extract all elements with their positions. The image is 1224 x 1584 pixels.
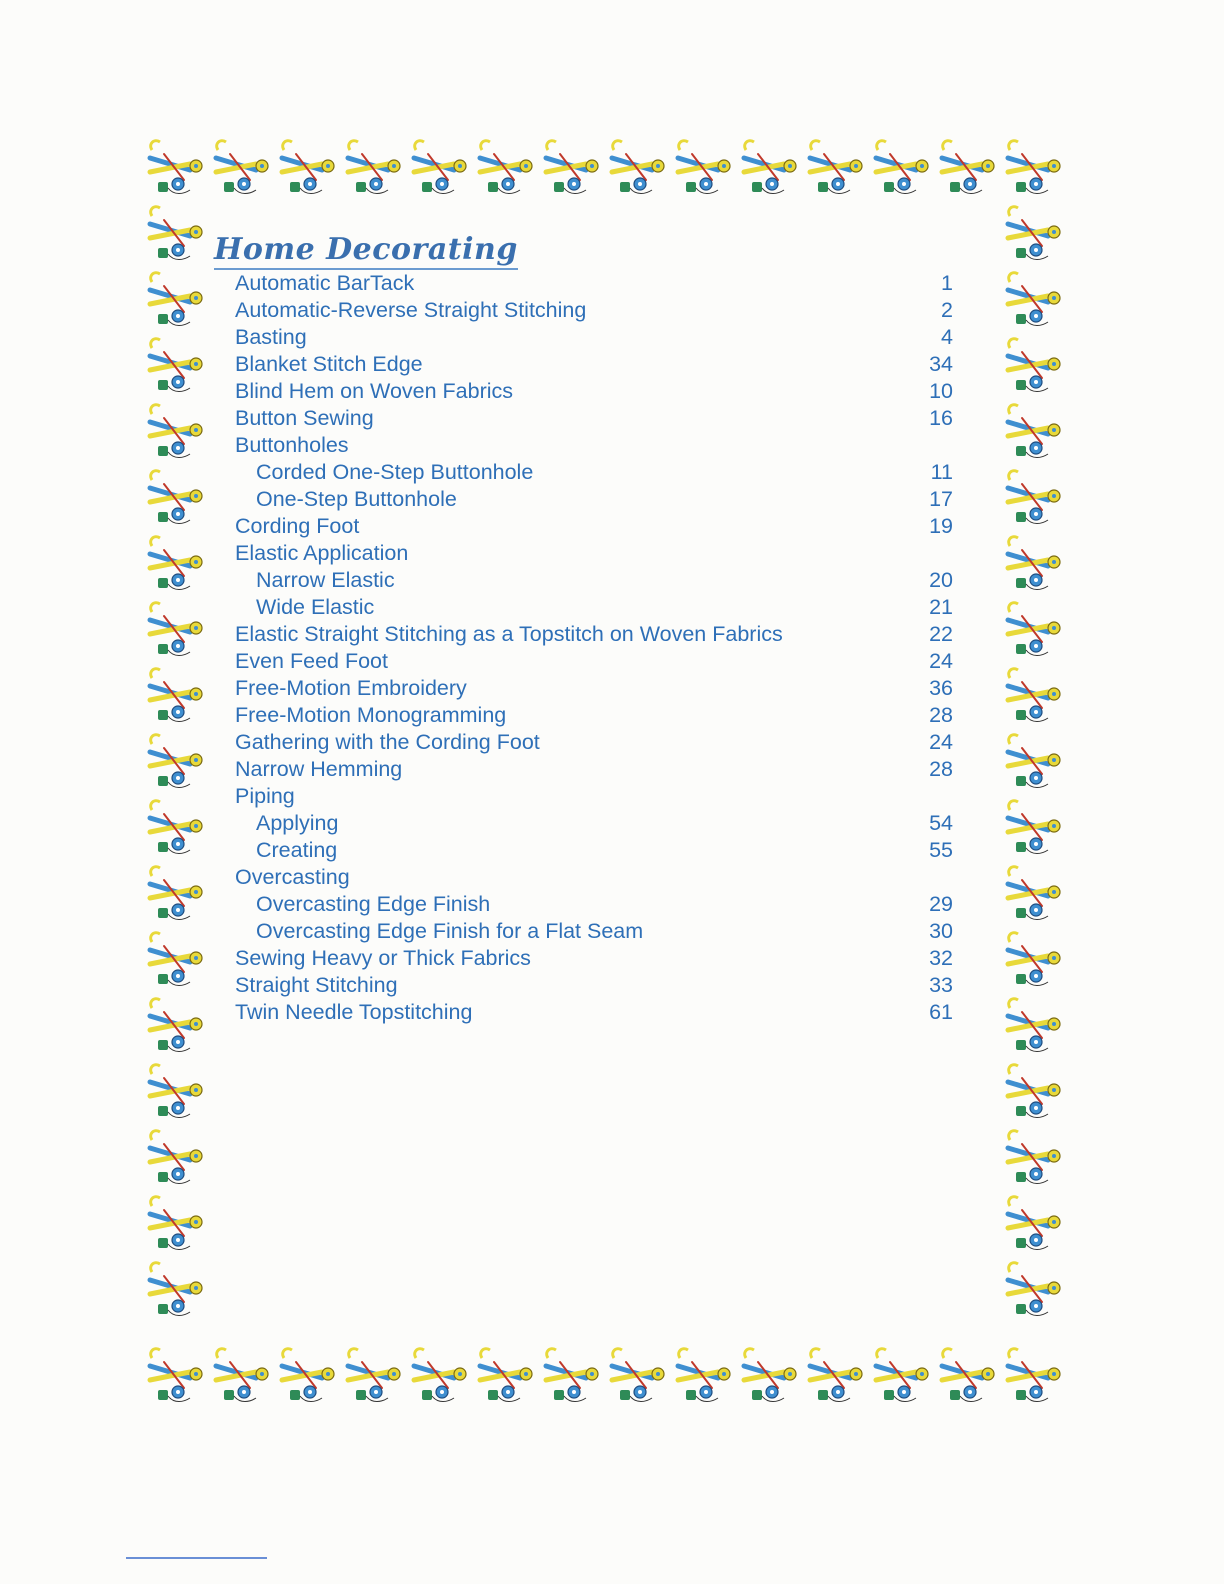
toc-page-number: 34: [929, 352, 953, 376]
toc-entry-label: Even Feed Foot: [235, 649, 388, 673]
toc-entry-label: Blind Hem on Woven Fabrics: [235, 379, 514, 403]
toc-subentry[interactable]: [235, 459, 965, 486]
toc-page-number: 21: [929, 595, 953, 619]
toc-entry[interactable]: [235, 999, 965, 1026]
scissors-thread-spool-icon: [936, 1344, 1002, 1410]
toc-entry[interactable]: [235, 648, 965, 675]
toc-page-number: 36: [929, 676, 953, 700]
scissors-thread-spool-icon: [144, 400, 210, 466]
scissors-thread-spool-icon: [144, 268, 210, 334]
toc-entry-label: Straight Stitching: [235, 973, 398, 997]
scissors-thread-spool-icon: [474, 136, 540, 202]
toc-entry[interactable]: [235, 270, 965, 297]
toc-entry-label: Narrow Elastic: [256, 568, 395, 592]
toc-entry-label: Piping: [235, 784, 295, 808]
scissors-thread-spool-icon: [672, 1344, 738, 1410]
table-of-contents: [235, 270, 965, 1026]
toc-page-number: 11: [930, 460, 953, 484]
toc-entry-label: Cording Foot: [235, 514, 360, 538]
scissors-thread-spool-icon: [144, 1192, 210, 1258]
scissors-thread-spool-icon: [144, 1060, 210, 1126]
toc-entry-label: Twin Needle Topstitching: [235, 1000, 473, 1024]
scissors-thread-spool-icon: [144, 862, 210, 928]
border-top: [144, 136, 1068, 202]
toc-entry[interactable]: [235, 513, 965, 540]
footer-divider: [126, 1557, 267, 1559]
toc-entry[interactable]: [235, 540, 965, 567]
toc-entry-label: Narrow Hemming: [235, 757, 403, 781]
scissors-thread-spool-icon: [474, 1344, 540, 1410]
scissors-thread-spool-icon: [210, 136, 276, 202]
scissors-thread-spool-icon: [1002, 400, 1068, 466]
toc-page-number: 17: [929, 487, 953, 511]
scissors-thread-spool-icon: [144, 1126, 210, 1192]
toc-subentry[interactable]: [235, 891, 965, 918]
toc-entry-label: Buttonholes: [235, 433, 349, 457]
toc-page-number: 30: [929, 919, 953, 943]
toc-page-number: 19: [929, 514, 953, 538]
toc-entry-label: Elastic Application: [235, 541, 409, 565]
scissors-thread-spool-icon: [144, 202, 210, 268]
toc-entry-label: Overcasting Edge Finish for a Flat Seam: [256, 919, 644, 943]
toc-page-number: 24: [929, 730, 953, 754]
scissors-thread-spool-icon: [738, 1344, 804, 1410]
scissors-thread-spool-icon: [1002, 994, 1068, 1060]
scissors-thread-spool-icon: [1002, 1192, 1068, 1258]
scissors-thread-spool-icon: [1002, 730, 1068, 796]
toc-entry-label: Applying: [256, 811, 339, 835]
scissors-thread-spool-icon: [1002, 532, 1068, 598]
scissors-thread-spool-icon: [1002, 334, 1068, 400]
toc-page-number: 2: [941, 298, 953, 322]
toc-entry-label: Corded One-Step Buttonhole: [256, 460, 534, 484]
toc-entry-label: Overcasting Edge Finish: [256, 892, 491, 916]
toc-entry-label: Automatic BarTack: [235, 271, 415, 295]
scissors-thread-spool-icon: [144, 136, 210, 202]
toc-entry[interactable]: [235, 864, 965, 891]
toc-page-number: 33: [929, 973, 953, 997]
scissors-thread-spool-icon: [936, 136, 1002, 202]
scissors-thread-spool-icon: [1002, 202, 1068, 268]
scissors-thread-spool-icon: [144, 334, 210, 400]
toc-entry-label: One-Step Buttonhole: [256, 487, 457, 511]
scissors-thread-spool-icon: [870, 136, 936, 202]
toc-entry-label: Blanket Stitch Edge: [235, 352, 423, 376]
toc-entry-label: Wide Elastic: [256, 595, 375, 619]
toc-entry[interactable]: [235, 432, 965, 459]
border-right: [1002, 202, 1068, 1324]
toc-subentry[interactable]: [235, 810, 965, 837]
toc-entry[interactable]: [235, 972, 965, 999]
toc-page-number: 1: [941, 271, 953, 295]
scissors-thread-spool-icon: [276, 136, 342, 202]
scissors-thread-spool-icon: [540, 1344, 606, 1410]
scissors-thread-spool-icon: [1002, 268, 1068, 334]
toc-page-number: 20: [929, 568, 953, 592]
toc-entry[interactable]: [235, 756, 965, 783]
scissors-thread-spool-icon: [144, 532, 210, 598]
toc-page-number: 32: [929, 946, 953, 970]
toc-page-number: 22: [929, 622, 953, 646]
scissors-thread-spool-icon: [408, 1344, 474, 1410]
toc-entry-label: Basting: [235, 325, 307, 349]
toc-entry-label: Sewing Heavy or Thick Fabrics: [235, 946, 531, 970]
toc-page-number: 61: [929, 1000, 953, 1024]
toc-entry[interactable]: [235, 945, 965, 972]
scissors-thread-spool-icon: [606, 1344, 672, 1410]
toc-page-number: 28: [929, 757, 953, 781]
scissors-thread-spool-icon: [144, 994, 210, 1060]
scissors-thread-spool-icon: [210, 1344, 276, 1410]
toc-subentry[interactable]: [235, 486, 965, 513]
toc-entry[interactable]: [235, 783, 965, 810]
toc-entry[interactable]: [235, 297, 965, 324]
toc-entry-label: Free-Motion Embroidery: [235, 676, 467, 700]
toc-subentry[interactable]: [235, 837, 965, 864]
toc-subentry[interactable]: [235, 918, 965, 945]
scissors-thread-spool-icon: [1002, 598, 1068, 664]
scissors-thread-spool-icon: [144, 928, 210, 994]
scissors-thread-spool-icon: [1002, 1060, 1068, 1126]
toc-entry[interactable]: [235, 405, 965, 432]
toc-page-number: 10: [929, 379, 953, 403]
toc-entry-label: Creating: [256, 838, 338, 862]
scissors-thread-spool-icon: [540, 136, 606, 202]
toc-page-number: 24: [929, 649, 953, 673]
scissors-thread-spool-icon: [144, 1258, 210, 1324]
toc-entry[interactable]: [235, 621, 965, 648]
scissors-thread-spool-icon: [672, 136, 738, 202]
scissors-thread-spool-icon: [1002, 1126, 1068, 1192]
toc-entry-label: Automatic-Reverse Straight Stitching: [235, 298, 587, 322]
scissors-thread-spool-icon: [408, 136, 474, 202]
toc-page-number: 4: [941, 325, 953, 349]
scissors-thread-spool-icon: [144, 598, 210, 664]
toc-entry-label: Overcasting: [235, 865, 350, 889]
scissors-thread-spool-icon: [1002, 862, 1068, 928]
scissors-thread-spool-icon: [1002, 664, 1068, 730]
scissors-thread-spool-icon: [738, 136, 804, 202]
toc-page-number: 55: [929, 838, 953, 862]
scissors-thread-spool-icon: [1002, 136, 1068, 202]
scissors-thread-spool-icon: [342, 136, 408, 202]
toc-page-number: 54: [929, 811, 953, 835]
toc-subentry[interactable]: [235, 567, 965, 594]
toc-subentry[interactable]: [235, 594, 965, 621]
scissors-thread-spool-icon: [1002, 1258, 1068, 1324]
toc-page-number: 29: [929, 892, 953, 916]
toc-entry[interactable]: [235, 324, 965, 351]
border-left: [144, 202, 210, 1324]
scissors-thread-spool-icon: [276, 1344, 342, 1410]
toc-entry-label: Button Sewing: [235, 406, 374, 430]
scissors-thread-spool-icon: [342, 1344, 408, 1410]
scissors-thread-spool-icon: [804, 136, 870, 202]
toc-entry[interactable]: [235, 729, 965, 756]
scissors-thread-spool-icon: [144, 730, 210, 796]
toc-entry[interactable]: [235, 351, 965, 378]
toc-entry[interactable]: [235, 675, 965, 702]
toc-entry-label: Gathering with the Cording Foot: [235, 730, 540, 754]
scissors-thread-spool-icon: [606, 136, 672, 202]
scissors-thread-spool-icon: [1002, 466, 1068, 532]
section-title: Home Decorating: [214, 232, 518, 270]
toc-entry-label: Elastic Straight Stitching as a Topstitch on Woven Fabrics: [235, 622, 783, 646]
toc-page-number: 28: [929, 703, 953, 727]
toc-entry[interactable]: [235, 702, 965, 729]
scissors-thread-spool-icon: [144, 1344, 210, 1410]
toc-page-number: 16: [929, 406, 953, 430]
toc-entry-label: Free-Motion Monogramming: [235, 703, 507, 727]
scissors-thread-spool-icon: [1002, 796, 1068, 862]
scissors-thread-spool-icon: [870, 1344, 936, 1410]
scissors-thread-spool-icon: [804, 1344, 870, 1410]
scissors-thread-spool-icon: [144, 796, 210, 862]
scissors-thread-spool-icon: [144, 466, 210, 532]
scissors-thread-spool-icon: [1002, 1344, 1068, 1410]
scissors-thread-spool-icon: [1002, 928, 1068, 994]
border-bottom: [144, 1344, 1068, 1410]
toc-entry[interactable]: [235, 378, 965, 405]
scissors-thread-spool-icon: [144, 664, 210, 730]
